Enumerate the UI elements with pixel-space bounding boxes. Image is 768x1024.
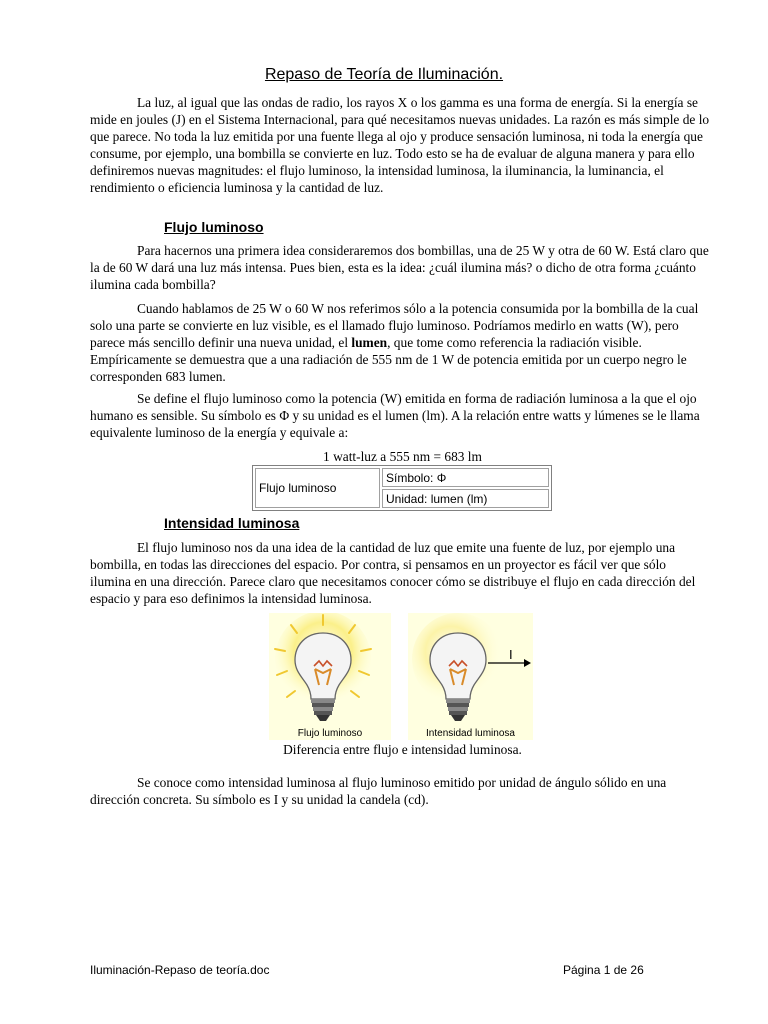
figure-caption: Diferencia entre flujo e intensidad luminosa. xyxy=(283,742,522,757)
flujo-paragraph-2-text-a: Cuando hablamos de 25 W o 60 W nos referimos sólo a la potencia consumida por la bombilla de la cual solo una parte se convierte en luz visible, es el llamado flujo luminoso. Podríamos medirlo en watts (W), pero parece más sencillo definir una nueva unidad, el xyxy=(90,301,699,350)
footer-page-number: Página 1 de 26 xyxy=(563,963,644,977)
flujo-paragraph-3: Se define el flujo luminoso como la potencia (W) emitida en forma de radiación luminosa a la que el ojo humano es sensible. Su símbolo es Φ y su unidad es el lumen (lm). A la relación entre watts y lúmenes se le llama equivalente luminoso de la energía y equivale a: xyxy=(90,391,700,440)
footer-filename: Iluminación-Repaso de teoría.doc xyxy=(90,963,270,977)
table-unit-cell: Unidad: lumen (lm) xyxy=(382,489,549,508)
heading-flujo-luminoso: Flujo luminoso xyxy=(164,219,264,235)
equivalence-equation: 1 watt-luz a 555 nm = 683 lm xyxy=(323,449,482,464)
flujo-unit-table xyxy=(252,465,552,511)
figure-flujo-luminoso xyxy=(269,613,391,740)
heading-intensidad-luminosa: Intensidad luminosa xyxy=(164,515,300,531)
light-bulb-directional-icon xyxy=(408,613,533,725)
arrow-label: I xyxy=(509,647,513,662)
intro-paragraph: La luz, al igual que las ondas de radio, los rayos X o los gamma es una forma de energía. Si la energía se mide en joules (J) en el Sistema Internacional, para qué necesitamos nuevas unidades. La razón es más simple de lo que parece. No toda la luz emitida por una fuente llega al ojo y produce sensación luminosa, ni toda la energía que consume, por ejemplo, una bombilla se convierte en luz. Todo esto se ha de evaluar de alguna manera y para ello definiremos nuevas magnitudes: el flujo luminoso, la intensidad luminosa, la iluminancia, la luminancia, el rendimiento o eficiencia luminosa y la cantidad de luz. xyxy=(90,95,710,195)
flujo-paragraph-2 xyxy=(90,300,710,385)
lumen-term: lumen xyxy=(351,335,388,350)
flujo-paragraph-1: Para hacernos una primera idea consideraremos dos bombillas, una de 25 W y otra de 60 W. Está claro que la de 60 W dará una luz más intensa. Pues bien, esta es la idea: ¿cuál ilumina más? o dicho de otra forma ¿cuánto ilumina cada bombilla? xyxy=(90,243,709,292)
figure-left-label: Flujo luminoso xyxy=(297,728,363,739)
figure-right-label: Intensidad luminosa xyxy=(426,728,515,739)
intensidad-paragraph-2: Se conoce como intensidad luminosa al flujo luminoso emitido por unidad de ángulo sólido en una dirección concreta. Su símbolo es I y su unidad la candela (cd). xyxy=(90,775,667,807)
figure-intensidad-luminosa xyxy=(408,613,533,740)
flujo-paragraph-2-text-b: , que tome como referencia la radiación visible. Empíricamente se demuestra que a una radiación de 555 nm de 1 W de potencia emitida por un cuerpo negro le corresponden 683 lumen. xyxy=(90,335,687,384)
intensidad-paragraph-1: El flujo luminoso nos da una idea de la cantidad de luz que emite una fuente de luz, por ejemplo una bombilla, en todas las direcciones del espacio. Por contra, si pensamos en un proyector es fácil ver que sólo ilumina en una dirección. Parece claro que necesitamos conocer cómo se distribuye el flujo en cada dirección del espacio y para eso definimos la intensidad luminosa. xyxy=(90,540,696,606)
light-bulb-radiating-icon xyxy=(269,613,391,725)
document-title: Repaso de Teoría de Iluminación. xyxy=(264,66,504,83)
table-magnitude-cell: Flujo luminoso xyxy=(255,468,380,508)
table-symbol-cell: Símbolo: Φ xyxy=(382,468,549,487)
